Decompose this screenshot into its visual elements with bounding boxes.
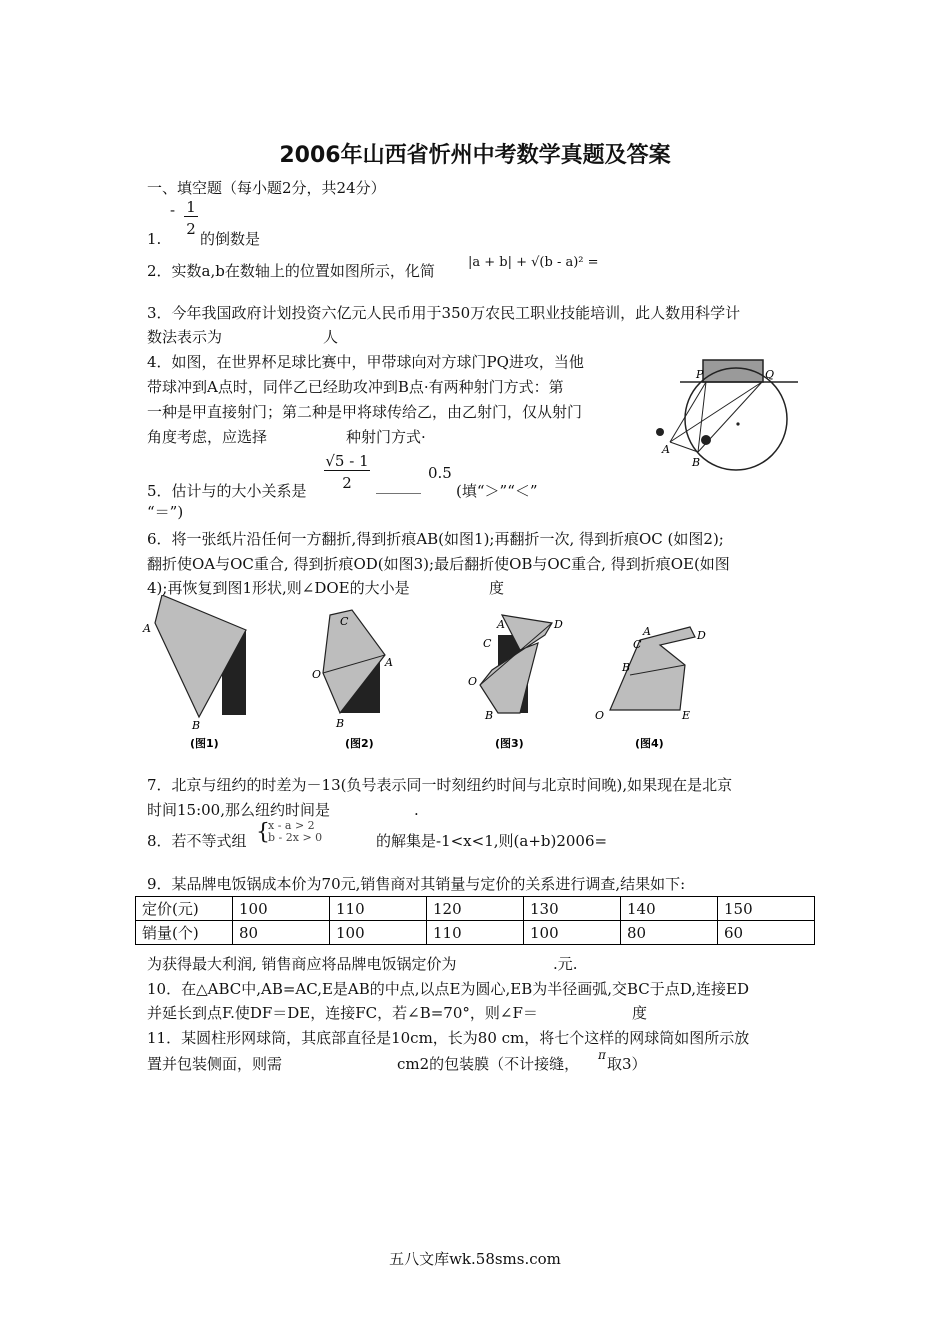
q5-value: 0.5 bbox=[428, 464, 452, 482]
figure-caption-4: (图4) bbox=[635, 737, 664, 750]
svg-text:E: E bbox=[682, 709, 691, 722]
q1-fraction-sign: - bbox=[170, 201, 176, 219]
q8-system-top: x - a > 2 bbox=[268, 819, 315, 832]
q7-line1: 7．北京与纽约的时差为－13(负号表示同一时刻纽约时间与北京时间晚),如果现在是北京 bbox=[147, 776, 733, 794]
q11-end: 取3） bbox=[607, 1055, 647, 1073]
svg-text:B: B bbox=[336, 717, 345, 730]
q10-line1: 10．在△ABC中,AB=AC,E是AB的中点,以点E为圆心,EB为半径画弧,交BC于点D,连接ED bbox=[147, 980, 750, 998]
q11-line2: 置并包装侧面，则需 bbox=[147, 1055, 283, 1073]
price-sales-table bbox=[135, 896, 815, 945]
q1-number: 1. bbox=[147, 230, 162, 248]
q11-pi: π bbox=[598, 1048, 606, 1062]
svg-text:B: B bbox=[485, 709, 494, 722]
q6-line1: 6．将一张纸片沿任何一方翻折,得到折痕AB(如图1);再翻折一次, 得到折痕OC (如图2); bbox=[147, 530, 724, 548]
page-title: 2006年山西省忻州中考数学真题及答案 bbox=[279, 143, 671, 168]
svg-text:O: O bbox=[312, 668, 322, 681]
q6-unit: 度 bbox=[489, 579, 505, 597]
svg-text:C: C bbox=[483, 637, 492, 650]
svg-text:A: A bbox=[497, 618, 505, 631]
q8-text: 8．若不等式组 bbox=[147, 832, 247, 850]
svg-text:O: O bbox=[595, 709, 605, 722]
q5-hint: (填“＞”“＜” bbox=[456, 482, 538, 500]
q4-line4: 角度考虑，应选择 bbox=[147, 428, 268, 446]
q4-line4-end: 种射门方式· bbox=[346, 428, 426, 446]
page-footer: 五八文库wk.58sms.com bbox=[389, 1250, 561, 1268]
svg-text:O: O bbox=[468, 675, 478, 688]
q10-line2: 并延长到点F.使DF＝DE，连接FC，若∠B=70°，则∠F＝ bbox=[147, 1004, 538, 1022]
q6-line2: 翻折使OA与OC重合, 得到折痕OD(如图3);最后翻折使OB与OC重合, 得到折痕OE(如图 bbox=[147, 555, 730, 573]
table-cell: 140 bbox=[621, 897, 718, 921]
q3-unit: 人 bbox=[323, 328, 339, 346]
svg-text:B: B bbox=[622, 661, 631, 674]
q5-blank: ______ bbox=[376, 476, 421, 494]
table-cell: 110 bbox=[427, 921, 524, 945]
q4-line1: 4．如图，在世界杯足球比赛中，甲带球向对方球门PQ进攻，当他 bbox=[147, 353, 584, 371]
q3-line2: 数法表示为 bbox=[147, 328, 223, 346]
q8-system-bottom: b - 2x > 0 bbox=[268, 831, 323, 844]
table-cell: 150 bbox=[718, 897, 815, 921]
q11-line1: 11．某圆柱形网球筒，其底部直径是10cm，长为80 cm，将七个这样的网球筒如图所示放 bbox=[147, 1029, 750, 1047]
figure-caption-2: (图2) bbox=[345, 737, 374, 750]
q2-text: 2．实数a,b在数轴上的位置如图所示，化简 bbox=[147, 262, 435, 280]
table-cell: 120 bbox=[427, 897, 524, 921]
table-cell: 130 bbox=[524, 897, 621, 921]
q1-text: 的倒数是 bbox=[200, 230, 261, 248]
section-heading: 一、填空题（每小题2分，共24分） bbox=[147, 179, 386, 197]
q4-line3: 一种是甲直接射门；第二种是甲将球传给乙，由乙射门，仅从射门 bbox=[147, 403, 583, 421]
q7-line2: 时间15:00,那么纽约时间是 bbox=[147, 801, 330, 819]
soccer-goal-figure bbox=[648, 352, 798, 474]
svg-text:C: C bbox=[340, 615, 349, 628]
svg-text:D: D bbox=[554, 618, 563, 631]
svg-text:A: A bbox=[385, 656, 393, 669]
table-cell: 100 bbox=[233, 897, 330, 921]
q10-unit: 度 bbox=[632, 1004, 648, 1022]
q1-fraction-numerator: 1 bbox=[184, 198, 198, 217]
q5-fraction-denominator: 2 bbox=[342, 474, 352, 492]
figure-caption-3: (图3) bbox=[495, 737, 524, 750]
q5-line2: “＝”) bbox=[147, 503, 184, 521]
figure-label-q: Q bbox=[765, 368, 775, 381]
q6-line3: 4);再恢复到图1形状,则∠DOE的大小是 bbox=[147, 579, 410, 597]
paper-folding-figures bbox=[140, 595, 710, 755]
table-cell: 110 bbox=[330, 897, 427, 921]
figure-label-p: P bbox=[696, 368, 704, 381]
table-cell: 60 bbox=[718, 921, 815, 945]
svg-text:D: D bbox=[697, 629, 706, 642]
q2-expression: |a + b| + √(b - a)² = bbox=[468, 255, 599, 270]
svg-text:A: A bbox=[643, 625, 651, 638]
q5-line1: 5．估计与的大小关系是 bbox=[147, 482, 307, 500]
q3-line1: 3．今年我国政府计划投资六亿元人民币用于350万农民工职业技能培训，此人数用科学计 bbox=[147, 304, 741, 322]
table-cell: 100 bbox=[524, 921, 621, 945]
table-cell: 销量(个) bbox=[136, 921, 233, 945]
q1-fraction-denominator: 2 bbox=[186, 220, 196, 238]
svg-text:A: A bbox=[143, 622, 151, 635]
table-row bbox=[136, 897, 815, 921]
q9-line1: 9．某品牌电饭锅成本价为70元,销售商对其销量与定价的关系进行调查,结果如下: bbox=[147, 875, 686, 893]
figure-caption-1: (图1) bbox=[190, 737, 219, 750]
q4-line2: 带球冲到A点时，同伴乙已经助攻冲到B点·有两种射门方式：第 bbox=[147, 378, 564, 396]
table-row bbox=[136, 921, 815, 945]
q8-suffix: 的解集是-1<x<1,则(a+b)2006= bbox=[376, 832, 608, 850]
svg-text:B: B bbox=[192, 719, 201, 732]
svg-text:C: C bbox=[633, 638, 642, 651]
figure-label-a: A bbox=[662, 443, 670, 456]
q9-unit: .元. bbox=[553, 955, 578, 973]
table-cell: 80 bbox=[621, 921, 718, 945]
q5-fraction-numerator: √5 - 1 bbox=[325, 452, 369, 470]
q9-line2: 为获得最大利润, 销售商应将品牌电饭锅定价为 bbox=[147, 955, 457, 973]
table-cell: 80 bbox=[233, 921, 330, 945]
q11-unit: cm2的包装膜（不计接缝， bbox=[397, 1055, 580, 1073]
brace-icon: { bbox=[256, 820, 270, 845]
table-cell: 定价(元) bbox=[136, 897, 233, 921]
q7-end: . bbox=[414, 801, 419, 819]
table-cell: 100 bbox=[330, 921, 427, 945]
figure-label-b: B bbox=[692, 456, 701, 469]
